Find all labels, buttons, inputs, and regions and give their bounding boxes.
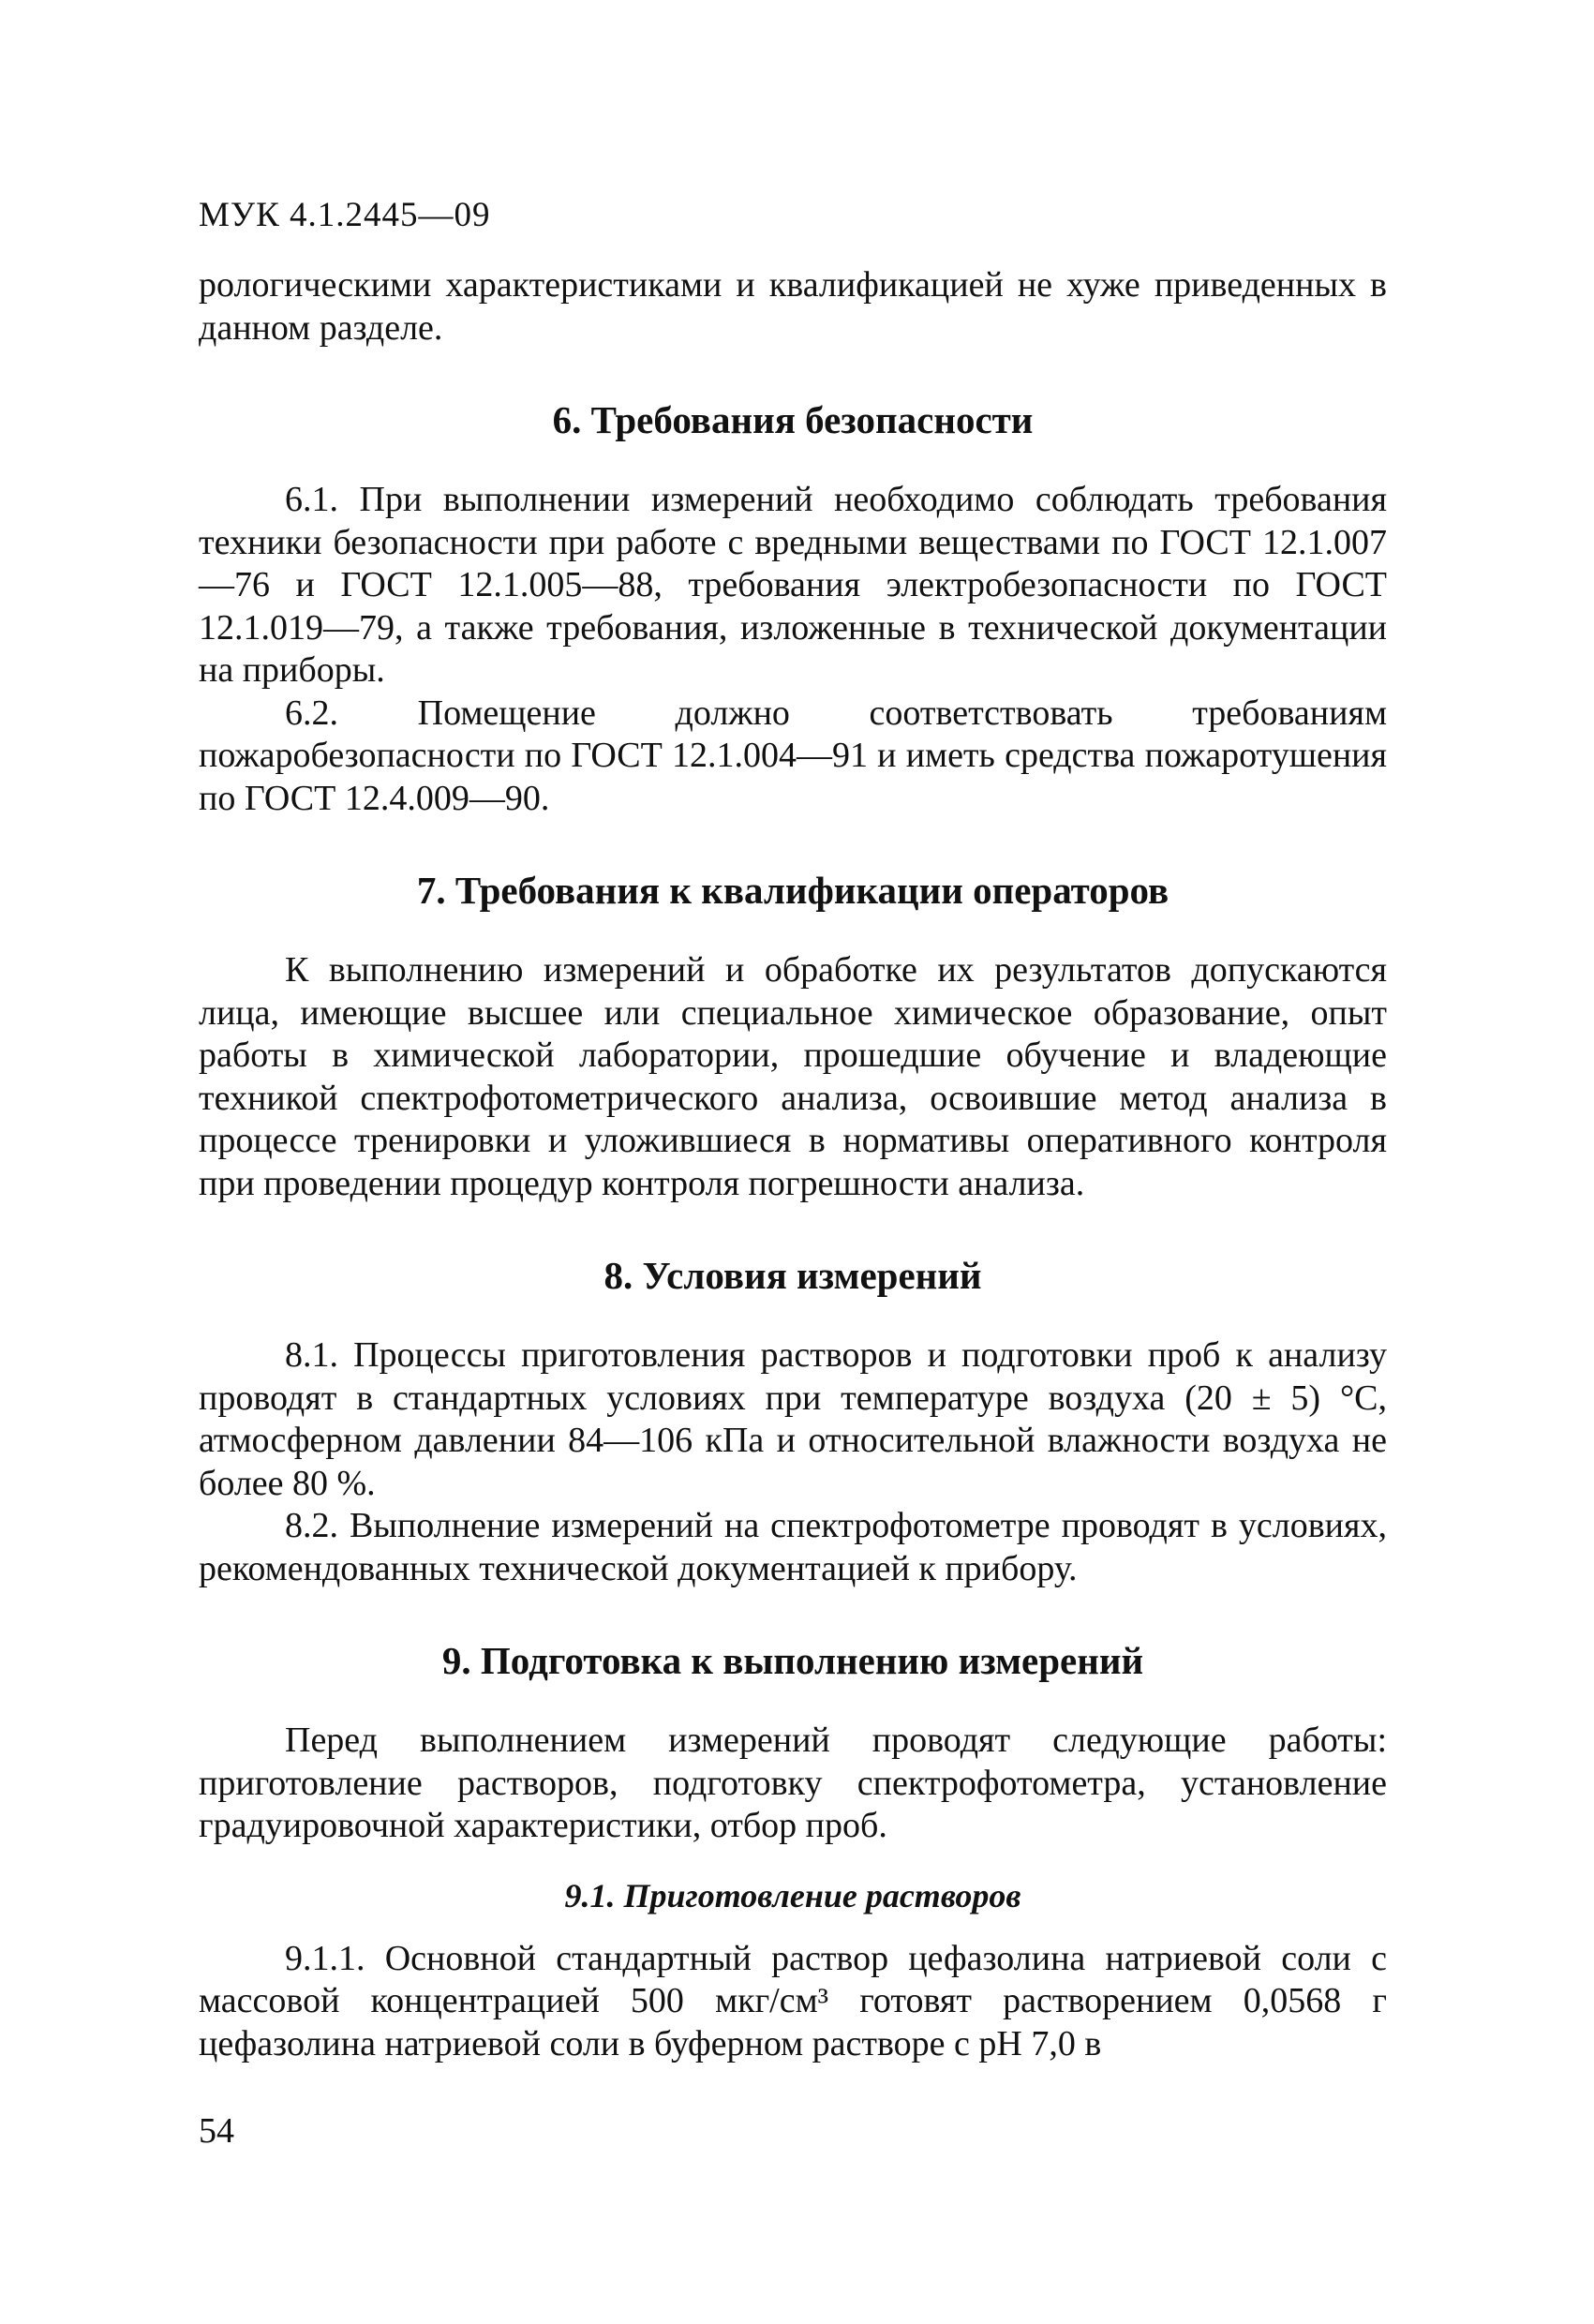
intro-paragraph: рологическими характеристиками и квалификацией не хуже приведенных в данном разделе. (199, 265, 1387, 348)
document-body (199, 264, 1387, 2065)
paragraph-9-1-1: 9.1.1. Основной стандартный раствор цефазолина натриевой соли с массовой концентрацией 500 мкг/см³ готовят растворением 0,0568 г цефазолина натриевой соли в буферном растворе с рН 7,0 в (199, 1938, 1387, 2063)
subsection-9-1-title: 9.1. Приготовление растворов (564, 1876, 1021, 1914)
document-header: МУК 4.1.2445—09 (199, 196, 491, 234)
paragraph-8-1: 8.1. Процессы приготовления растворов и подготовки проб к анализу проводят в стандартных условиях при температуре воздуха (20 ± 5) °С, атмосферном давлении 84—106 кПа и относительной влажности воздуха не более 80 %. (199, 1335, 1387, 1503)
section-6-title: 6. Требования безопасности (552, 398, 1034, 441)
section-8-title: 8. Условия измерений (603, 1254, 982, 1297)
paragraph-8-2: 8.2. Выполнение измерений на спектрофотометре проводят в условиях, рекомендованных технической документацией к прибору. (199, 1506, 1387, 1588)
document-page (199, 0, 1387, 2324)
paragraph-9: Перед выполнением измерений проводят следующие работы: приготовление растворов, подготовку спектрофотометра, установление градуировочной характеристики, отбор проб. (199, 1721, 1387, 1845)
section-7-title: 7. Требования к квалификации операторов (416, 869, 1169, 912)
section-9-title: 9. Подготовка к выполнению измерений (441, 1639, 1144, 1682)
paragraph-6-1: 6.1. При выполнении измерений необходимо соблюдать требования техники безопасности при работе с вредными веществами по ГОСТ 12.1.007—76 и ГОСТ 12.1.005—88, требования электробезопасности по ГОСТ 12.1.019—79, а также требования, изложенные в технической документации на приборы. (199, 480, 1387, 690)
paragraph-6-2: 6.2. Помещение должно соответствовать требованиям пожаробезопасности по ГОСТ 12.1.004—91 и иметь средства пожаротушения по ГОСТ 12.4.009—90. (199, 693, 1387, 818)
page-number: 54 (199, 2111, 234, 2151)
paragraph-7: К выполнению измерений и обработке их результатов допускаются лица, имеющие высшее или специальное химическое образование, опыт работы в химической лаборатории, прошедшие обучение и владеющие техникой спектрофотометрического анализа, освоившие метод анализа в процессе тренировки и уложившиеся в нормативы оперативного контроля при проведении процедур контроля погрешности анализа. (199, 950, 1387, 1203)
